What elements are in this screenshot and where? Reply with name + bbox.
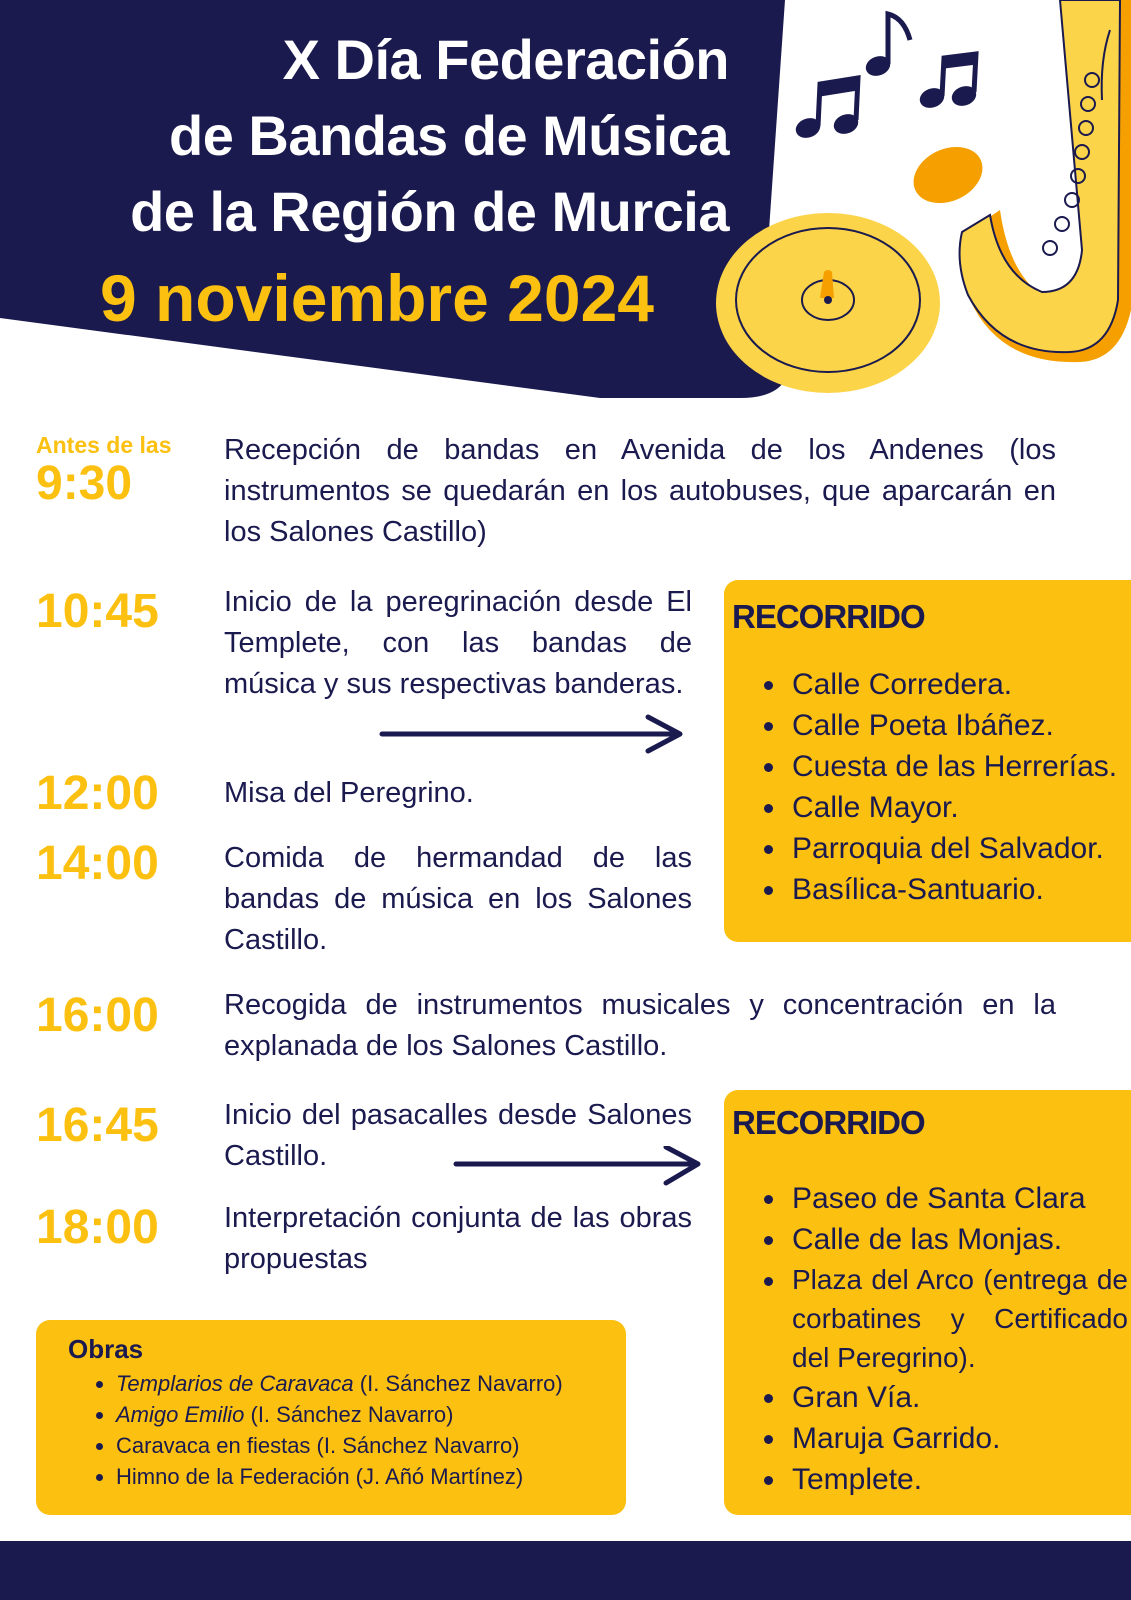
- recorrido-title-2: RECORRIDO: [732, 1104, 925, 1141]
- obras-box: [36, 1320, 626, 1515]
- time-prefix: Antes de las: [36, 432, 172, 458]
- time-1600: 16:00: [36, 989, 159, 1042]
- obras-title: Obras: [68, 1334, 144, 1364]
- title-line-2: de Bandas de Música: [168, 104, 729, 167]
- footer-bar: [0, 1541, 1131, 1600]
- event-date: 9 noviembre 2024: [100, 261, 654, 335]
- list-item: Templete.: [792, 1459, 1128, 1500]
- recorrido-list-2: [792, 1178, 1128, 1500]
- time-1800: 18:00: [36, 1201, 159, 1254]
- schedule-desc-1600: Recogida de instrumentos musicales y concentración en la explanada de los Salones Castillo.: [224, 989, 1056, 1062]
- schedule-desc-1400: Comida de hermandad de las bandas de música en los Salones Castillo.: [224, 842, 692, 956]
- cymbal-icon: [716, 213, 940, 393]
- obra-author: (I. Sánchez Navarro): [244, 1402, 454, 1427]
- obra-name: Templarios de Caravaca: [116, 1371, 354, 1396]
- time-1645: 16:45: [36, 1099, 159, 1152]
- music-illustration: [700, 0, 1131, 410]
- list-item: Basílica-Santuario.: [792, 869, 1117, 910]
- list-item: [116, 1461, 563, 1492]
- recorrido-list-1: [792, 664, 1117, 910]
- title-line-3: de la Región de Murcia: [130, 180, 729, 243]
- obra-author: Himno de la Federación (J. Añó Martínez): [116, 1464, 524, 1489]
- schedule-desc-1800: Interpretación conjunta de las obras propuestas: [224, 1202, 692, 1275]
- list-item: Paseo de Santa Clara: [792, 1178, 1128, 1219]
- obra-author: (I. Sánchez Navarro): [353, 1371, 563, 1396]
- list-item: Plaza del Arco (entrega de corbatines y Certificado del Peregrino).: [792, 1260, 1128, 1377]
- list-item: [116, 1430, 563, 1461]
- list-item: Gran Vía.: [792, 1377, 1128, 1418]
- list-item: [116, 1368, 563, 1399]
- list-item: Calle Corredera.: [792, 664, 1117, 705]
- recorrido-box-2: [724, 1090, 1131, 1515]
- arrow-right-icon: [452, 1146, 712, 1186]
- time-1045: 10:45: [36, 585, 159, 638]
- time-0930: 9:30: [36, 457, 133, 510]
- list-item: Calle de las Monjas.: [792, 1219, 1128, 1260]
- list-item: Calle Mayor.: [792, 787, 1117, 828]
- title-line-1: X Día Federación: [282, 28, 729, 91]
- recorrido-title-1: RECORRIDO: [732, 598, 925, 635]
- page-title: [130, 22, 729, 250]
- obra-name: Amigo Emilio: [116, 1402, 245, 1427]
- schedule-desc-1045: Inicio de la peregrinación desde El Templete, con las bandas de música y sus respectivas banderas.: [224, 586, 692, 700]
- list-item: Calle Poeta Ibáñez.: [792, 705, 1117, 746]
- arrow-right-icon: [378, 714, 698, 754]
- obras-list: [116, 1368, 563, 1492]
- recorrido-box-1: [724, 580, 1131, 942]
- obra-author: Caravaca en fiestas (I. Sánchez Navarro): [116, 1433, 520, 1458]
- list-item: Cuesta de las Herrerías.: [792, 746, 1117, 787]
- schedule-desc-0930: Recepción de bandas en Avenida de los Andenes (los instrumentos se quedarán en los autobuses, que aparcarán en los Salones Castillo): [224, 434, 1056, 548]
- schedule-desc-1645: Inicio del pasacalles desde Salones Castillo.: [224, 1099, 692, 1172]
- time-1400: 14:00: [36, 837, 159, 890]
- list-item: [116, 1399, 563, 1430]
- list-item: Parroquia del Salvador.: [792, 828, 1117, 869]
- time-1200: 12:00: [36, 767, 159, 820]
- list-item: Maruja Garrido.: [792, 1418, 1128, 1459]
- schedule-desc-1200: Misa del Peregrino.: [224, 777, 474, 809]
